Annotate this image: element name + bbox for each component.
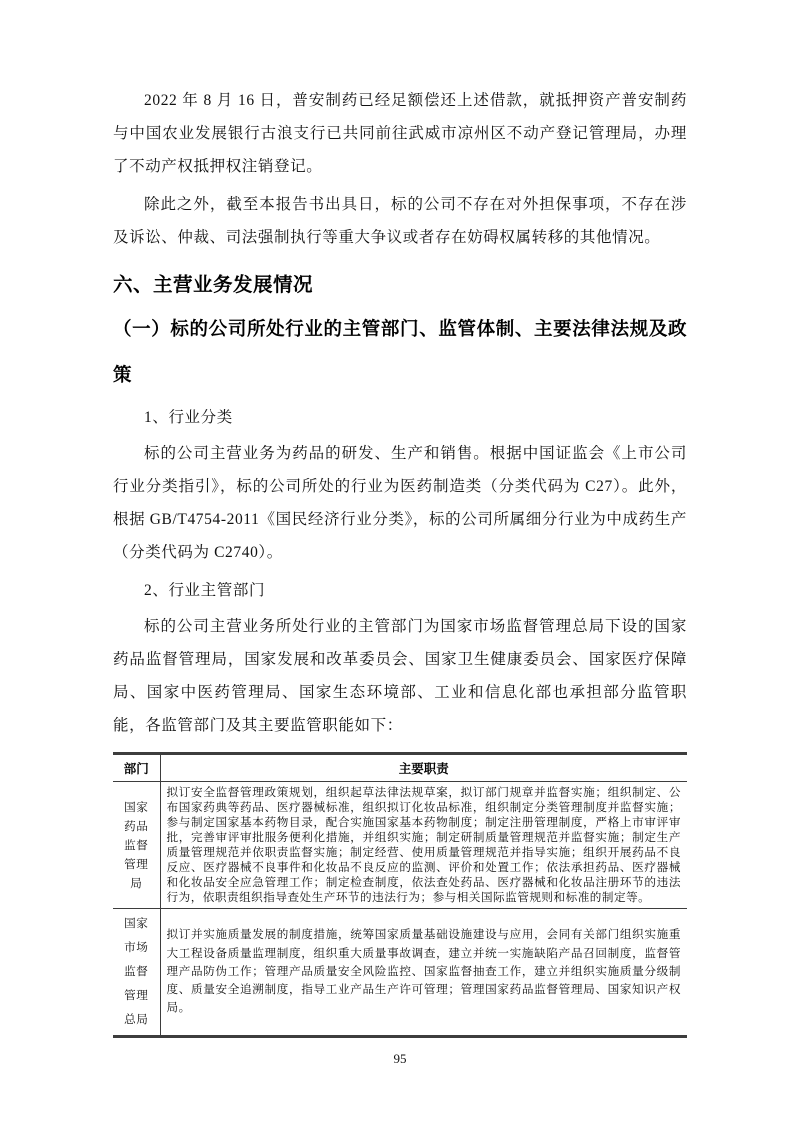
- regulators-table: [113, 752, 687, 1038]
- subsection-heading-regulatory-system: （一）标的公司所处行业的主管部门、监管体制、主要法律法规及政策: [113, 318, 687, 385]
- item-industry-classification: 1、行业分类: [144, 409, 233, 426]
- table-header-row: [113, 754, 687, 782]
- page-number: 95: [393, 1051, 407, 1066]
- paragraph-loan-repayment: 2022 年 8 月 16 日，普安制药已经足额偿还上述借款，就抵押资产普安制药与中国农业发展银行古浪支行已共同前往武威市凉州区不动产登记管理局，办理了不动产权抵押权注销登记。: [113, 92, 687, 175]
- paragraph-no-guarantee: 除此之外，截至本报告书出具日，标的公司不存在对外担保事项，不存在涉及诉讼、仲裁、司法强制执行等重大争议或者存在妨碍权属转移的其他情况。: [113, 196, 687, 246]
- department-cell: 国家市场监督管理总局: [113, 909, 160, 1037]
- duties-cell: 拟订安全监督管理政策规划，组织起草法律法规草案，拟订部门规章并监督实施；组织制定、公布国家药典等药品、医疗器械标准，组织拟订化妆品标准，组织制定分类管理制度并监督实施；参与制定国家基本药物目录，配合实施国家基本药物制度；制定注册管理制度，严格上市审评审批，完善审评审批服务便利化措施，并组织实施；制定研制质量管理规范并监督实施；制定生产质量管理规范并依职责监督实施；制定经营、使用质量管理规范并指导实施；组织开展药品不良反应、医疗器械不良事件和化妆品不良反应的监测、评价和处置工作；依法承担药品、医疗器械和化妆品安全应急管理工作；制定检查制度，依法查处药品、医疗器械和化妆品注册环节的违法行为，依职责组织指导查处生产环节的违法行为；参与相关国际监管规则和标准的制定等。: [166, 786, 681, 904]
- table-row-nmpa: [113, 782, 687, 909]
- section-heading-main-business: 六、主营业务发展情况: [113, 274, 314, 296]
- paragraph-industry-regulators: 标的公司主营业务所处行业的主管部门为国家市场监督管理总局下设的国家药品监督管理局，国家发展和改革委员会、国家卫生健康委员会、国家医疗保障局、国家中医药管理局、国家生态环境部、工业和信息化部也承担部分监管职能，各监管部门及其主要监管职能如下：: [113, 618, 687, 734]
- item-industry-regulators: 2、行业主管部门: [144, 582, 266, 599]
- paragraph-industry-classification: 标的公司主营业务为药品的研发、生产和销售。根据中国证监会《上市公司行业分类指引》，标的公司所处的行业为医药制造类（分类代码为 C27）。此外，根据 GB/T4754-2011《国民经济行业分类》，标的公司所属细分行业为中成药生产（分类代码为 C2740）。: [113, 445, 687, 561]
- table-header-duties: 主要职责: [160, 754, 687, 782]
- table-row-samr: [113, 909, 687, 1037]
- department-cell: 国家药品监督管理局: [113, 782, 160, 909]
- duties-cell: 拟订并实施质量发展的制度措施，统筹国家质量基础设施建设与应用，会同有关部门组织实施重大工程设备质量监理制度，组织重大质量事故调查，建立并统一实施缺陷产品召回制度，监督管理产品防伪工作；管理产品质量安全风险监控、国家监督抽查工作，建立并组织实施质量分级制度、质量安全追溯制度，指导工业产品生产许可管理；管理国家药品监督管理局、国家知识产权局。: [160, 909, 687, 1037]
- table-header-department: 部门: [113, 754, 160, 782]
